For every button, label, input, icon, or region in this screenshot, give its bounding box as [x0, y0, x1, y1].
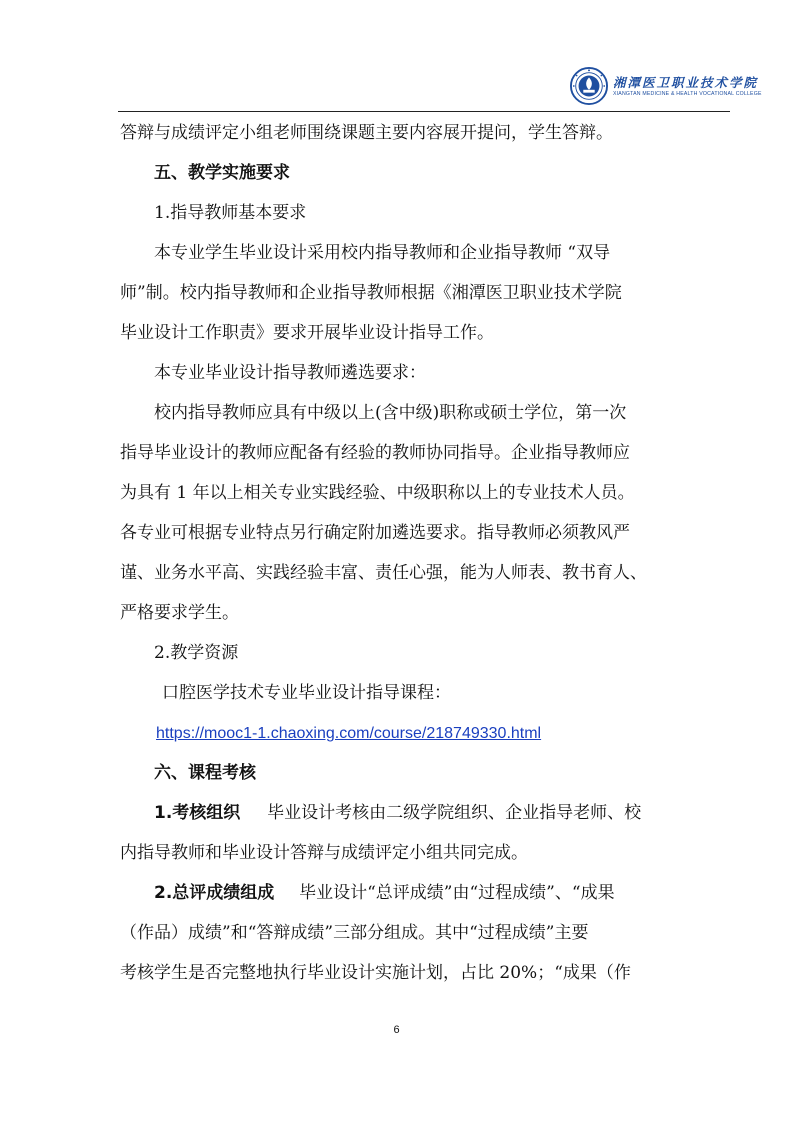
subsection-title: 1.指导教师基本要求 [154, 203, 307, 223]
paragraph-line [120, 873, 678, 913]
paragraph-line [120, 793, 678, 833]
item-label: 2.总评成绩组成 [154, 883, 275, 903]
section-heading-5: 五、教学实施要求 [154, 163, 290, 183]
paragraph-line: 师”制。校内指导教师和企业指导教师根据《湘潭医卫职业技术学院 [120, 283, 622, 303]
document-body [120, 113, 678, 993]
subsection-title: 2.教学资源 [154, 643, 239, 663]
page-number: 6 [393, 1024, 400, 1036]
course-link[interactable]: https://mooc1-1.chaoxing.com/course/218749330.html [156, 725, 542, 742]
paragraph-line: 本专业学生毕业设计采用校内指导教师和企业指导教师 “双导 [154, 243, 611, 263]
paragraph-line: （作品）成绩”和“答辩成绩”三部分组成。其中“过程成绩”主要 [120, 923, 589, 943]
paragraph-line: 口腔医学技术专业毕业设计指导课程： [162, 683, 451, 703]
page-header [0, 0, 793, 112]
paragraph-line: 答辩与成绩评定小组老师围绕课题主要内容展开提问，学生答辩。 [120, 123, 613, 143]
paragraph-line: 内指导教师和毕业设计答辩与成绩评定小组共同完成。 [120, 843, 528, 863]
header-rule [118, 111, 730, 112]
logo-english-name: XIANGTAN MEDICINE & HEALTH VOCATIONAL COLLEGE [613, 90, 762, 97]
college-logo [570, 66, 762, 106]
item-text: 毕业设计考核由二级学院组织、企业指导老师、校 [267, 803, 642, 823]
paragraph-line: 各专业可根据专业特点另行确定附加遴选要求。指导教师必须教风严 [120, 523, 630, 543]
paragraph-line: 为具有 1 年以上相关专业实践经验、中级职称以上的专业技术人员。 [120, 483, 635, 503]
logo-chinese-name: 湘潭医卫职业技术学院 [613, 74, 759, 90]
paragraph-line: 校内指导教师应具有中级以上(含中级)职称或硕士学位，第一次 [154, 403, 627, 423]
section-heading-6: 六、课程考核 [154, 763, 256, 783]
paragraph-line: 谨、业务水平高、实践经验丰富、责任心强，能为人师表、教书育人、 [120, 563, 647, 583]
paragraph-line: 本专业毕业设计指导教师遴选要求： [154, 363, 426, 383]
college-seal-icon [570, 67, 608, 105]
paragraph-line: 考核学生是否完整地执行毕业设计实施计划，占比 20%；“成果（作 [120, 963, 631, 983]
paragraph-line: 指导毕业设计的教师应配备有经验的教师协同指导。企业指导教师应 [120, 443, 630, 463]
item-label: 1.考核组织 [154, 803, 241, 823]
paragraph-line: 严格要求学生。 [120, 603, 239, 623]
paragraph-line: 毕业设计工作职责》要求开展毕业设计指导工作。 [120, 323, 494, 343]
item-text: 毕业设计“总评成绩”由“过程成绩”、“成果 [299, 883, 615, 903]
